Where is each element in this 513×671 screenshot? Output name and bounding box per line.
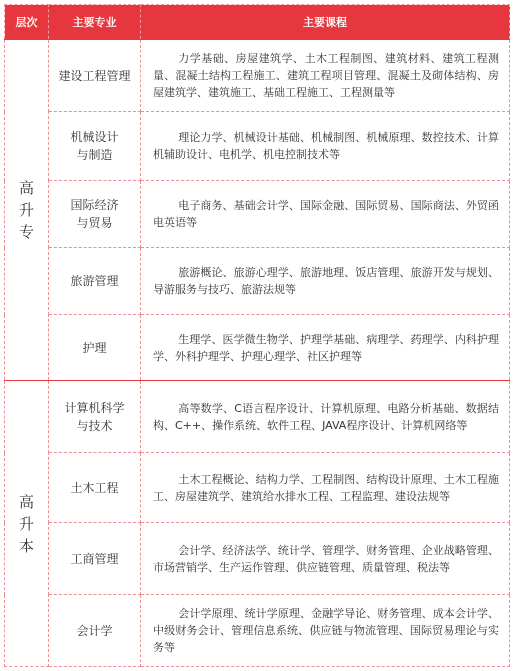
- level-char: 本: [18, 536, 34, 555]
- courses-cell: 旅游概论、旅游心理学、旅游地理、饭店管理、旅游开发与规划、导游服务与技巧、旅游法规等: [141, 248, 510, 315]
- table-row: [5, 40, 510, 112]
- level-char: 高: [18, 492, 34, 511]
- table-row: [5, 523, 510, 595]
- table-row: [5, 248, 510, 315]
- major-cell: 计算机科学 与技术: [49, 381, 141, 453]
- major-cell: 土木工程: [49, 453, 141, 523]
- table-row: [5, 181, 510, 248]
- table-row: [5, 112, 510, 181]
- header-courses: 主要课程: [141, 5, 510, 40]
- table-row: [5, 315, 510, 381]
- header-major: 主要专业: [49, 5, 141, 40]
- courses-cell: 会计学、经济法学、统计学、管理学、财务管理、企业战略管理、市场营销学、生产运作管理、供应链管理、质量管理、税法等: [141, 523, 510, 595]
- level-cell-gaoshengben: [5, 381, 49, 667]
- level-char: 专: [18, 223, 34, 241]
- courses-cell: 土木工程概论、结构力学、工程制图、结构设计原理、土木工程施工、房屋建筑学、建筑给水排水工程、工程监理、建设法规等: [141, 453, 510, 523]
- courses-cell: 高等数学、C语言程序设计、计算机原理、电路分析基础、数据结构、C++、操作系统、软件工程、JAVA程序设计、计算机网络等: [141, 381, 510, 453]
- course-table: [4, 4, 510, 667]
- major-cell: 机械设计 与制造: [49, 112, 141, 181]
- courses-cell: 力学基础、房屋建筑学、土木工程制图、建筑材料、建筑工程测量、混凝土结构工程施工、建筑工程项目管理、混凝土及砌体结构、房屋建筑学、建筑施工、基础工程施工、工程测量等: [141, 40, 510, 112]
- major-cell: 护理: [49, 315, 141, 381]
- major-cell: 工商管理: [49, 523, 141, 595]
- level-char: 高: [18, 179, 34, 197]
- major-cell: 建设工程管理: [49, 40, 141, 112]
- major-cell: 旅游管理: [49, 248, 141, 315]
- courses-cell: 电子商务、基础会计学、国际金融、国际贸易、国际商法、外贸函电英语等: [141, 181, 510, 248]
- major-cell: 国际经济 与贸易: [49, 181, 141, 248]
- header-level: 层次: [5, 5, 49, 40]
- courses-cell: 会计学原理、统计学原理、金融学导论、财务管理、成本会计学、中级财务会计、管理信息系统、供应链与物流管理、国际贸易理论与实务等: [141, 595, 510, 667]
- table-row: [5, 595, 510, 667]
- table-header-row: [5, 5, 510, 40]
- courses-cell: 理论力学、机械设计基础、机械制图、机械原理、数控技术、计算机辅助设计、电机学、机电控制技术等: [141, 112, 510, 181]
- courses-cell: 生理学、医学微生物学、护理学基础、病理学、药理学、内科护理学、外科护理学、护理心理学、社区护理等: [141, 315, 510, 381]
- level-cell-gaoshengzhuan: [5, 40, 49, 381]
- level-char: 升: [18, 514, 34, 533]
- table-row: [5, 453, 510, 523]
- course-table-container: [4, 4, 509, 667]
- major-cell: 会计学: [49, 595, 141, 667]
- table-row: [5, 381, 510, 453]
- level-char: 升: [18, 201, 34, 219]
